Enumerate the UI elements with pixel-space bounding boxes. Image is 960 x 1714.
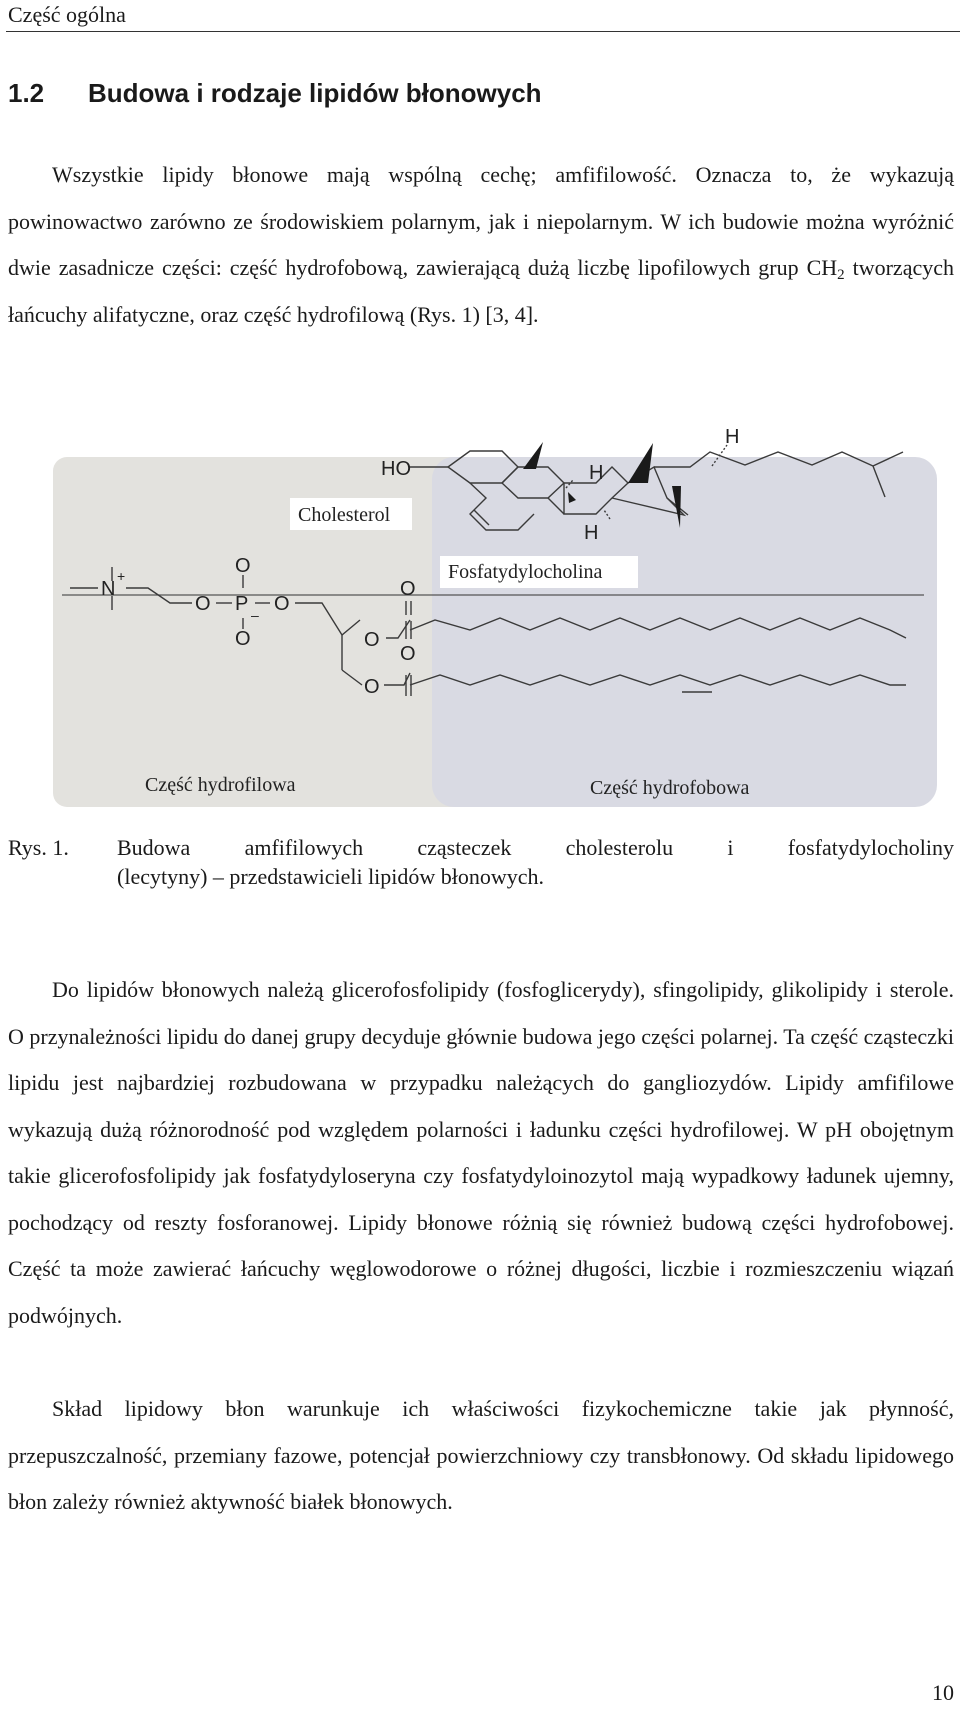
choline-charge: +: [117, 568, 126, 584]
body-paragraph-2-text: Skład lipidowy błon warunkuje ich właściwości fizykochemiczne takie jak płynność, przepuszczalność, przemiany fazowe, potencjał powierzchniowy czy transbłonowy. Od składu lipidowego błon zależy również aktywność białek błonowych.: [8, 1396, 954, 1514]
caption-line-2: (lecytyny) – przedstawicieli lipidów błonowych.: [117, 864, 545, 889]
cholesterol-h-top: H: [725, 426, 740, 448]
hydrophobic-label: Część hydrofobowa: [590, 777, 750, 799]
body-paragraph-1-text: Do lipidów błonowych należą glicerofosfolipidy (fosfoglicerydy), sfingolipidy, glikolipidy i sterole. O przynależności lipidu do danej grupy decyduje głównie budowa jego części polarnej. Ta część cząsteczki lipidu jest najbardziej rozbudowana w przypadku należących do gangliozydów. Lipidy amfifilowe wykazują dużą różnorodność pod względem polarności i ładunku części hydrofilowej. W pH obojętnym takie glicerofosfolipidy jak fosfatydyloseryna czy fosfatydyloinozytol mają wypadkowy ładunek ujemny, pochodzący od reszty fosforanowej. Lipidy błonowe różnią się również budową części hydrofobowej. Część ta może zawierać łańcuchy węglowodorowe o różnej długości, liczbie i rozmieszczeniu wiązań podwójnych.: [8, 977, 954, 1328]
phosphorus-p: P: [235, 593, 249, 615]
hydrophilic-label: Część hydrofilowa: [145, 774, 296, 796]
cholesterol-h-low: H: [584, 522, 599, 544]
phosphate-o-left: O: [195, 593, 211, 615]
figure-caption: [8, 833, 954, 891]
ester-o-link-2: O: [364, 676, 380, 698]
phosphate-o-top: O: [235, 555, 251, 577]
section-title: [8, 78, 542, 109]
caption-line-1: Budowa amfifilowych cząsteczek cholesterolu i fosfatydylocholiny: [117, 835, 954, 860]
ester-o-link-1: O: [364, 629, 380, 651]
phosphate-o-bottom: O: [235, 628, 251, 650]
lipid-structure-figure: [0, 426, 960, 820]
ester-o-carbonyl-1: O: [400, 578, 416, 600]
caption-label: Rys. 1.: [8, 835, 69, 860]
phosphatidylcholine-label: Fosfatydylocholina: [448, 561, 603, 583]
section-number: 1.2: [8, 78, 45, 108]
intro-text-b: tworzących łańcuchy alifatyczne, oraz część hydrofilową (Rys. 1) [3, 4].: [8, 255, 954, 327]
choline-n: N: [101, 578, 116, 600]
body-paragraph-2: [8, 1386, 954, 1526]
phosphate-o-right: O: [274, 593, 290, 615]
cholesterol-label: Cholesterol: [298, 504, 391, 526]
section-heading: Budowa i rodzaje lipidów błonowych: [88, 78, 542, 108]
header-rule: [6, 31, 960, 32]
body-paragraph-1: [8, 967, 954, 1339]
page-number: 10: [932, 1680, 954, 1705]
phosphate-charge: –: [251, 607, 259, 623]
ester-o-carbonyl-2: O: [400, 643, 416, 665]
hydrophobic-panel: [432, 457, 937, 807]
intro-paragraph: [8, 152, 954, 338]
intro-text-a: Wszystkie lipidy błonowe mają wspólną cechę; amfifilowość. Oznacza to, że wykazują powinowactwo zarówno ze środowiskiem polarnym, jak i niepolarnym. W ich budowie można wyróżnić dwie zasadnicze części: część hydrofobową, zawierającą dużą liczbę lipofilowych grup CH: [8, 162, 954, 280]
cholesterol-h-mid: H: [589, 462, 604, 484]
intro-subscript: 2: [837, 267, 845, 283]
running-header: Część ogólna: [8, 2, 126, 27]
cholesterol-ho: HO: [381, 458, 411, 480]
